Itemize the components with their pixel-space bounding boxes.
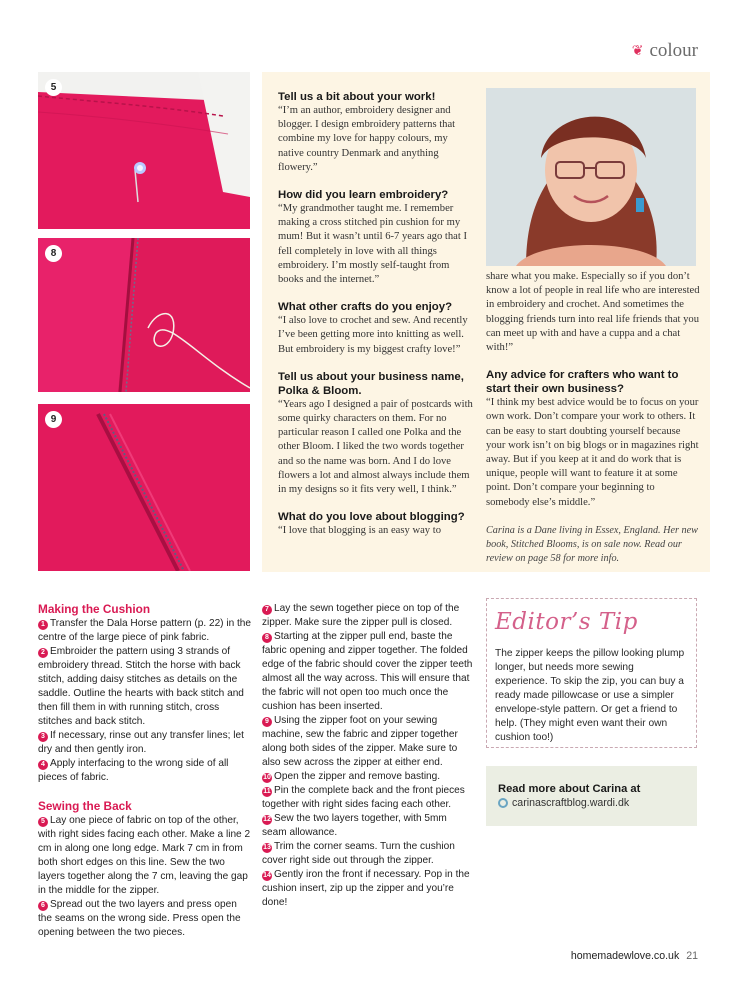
section-tag xyxy=(632,40,698,62)
step-text: Embroider the pattern using 3 strands of embroidery thread. Stitch the horse with back stitch, adding daisy stitches as details on the saddle. Outline the hearts with back stitch and then fill them in with running stitch, cross stitches and back stitch. xyxy=(38,646,244,727)
editors-tip-text: The zipper keeps the pillow looking plump longer, but needs more sewing experience. To skip the zip, you can buy a ready made pillowcase or use a simpler envelope-style pattern. Or get a friend to help. (They might even want their own cushion too!) xyxy=(495,648,685,743)
step-text: Trim the corner seams. Turn the cushion cover right side out through the zipper. xyxy=(262,841,455,866)
question-heading: What do you love about blogging? xyxy=(278,511,465,524)
step-item xyxy=(262,770,474,784)
step-item xyxy=(38,757,252,785)
step-text: Spread out the two layers and press open the seams on the wrong side. Press open the opening between the two pieces. xyxy=(38,899,241,938)
step-number: 14 xyxy=(263,872,271,879)
read-more-url[interactable]: carinascraftblog.wardi.dk xyxy=(512,797,630,809)
interview-column-right xyxy=(486,270,700,566)
globe-icon xyxy=(498,798,508,808)
step-text: Gently iron the front if necessary. Pop in the cushion insert, zip up the zipper and you’re done! xyxy=(262,869,470,908)
author-credit: Carina is a Dane living in Essex, England. Her new book, Stitched Blooms, is on sale now. Read our review on page 58 for more info. xyxy=(486,524,698,564)
step-item xyxy=(262,630,474,714)
step-photo-5 xyxy=(38,72,250,229)
step-item xyxy=(262,840,474,868)
interview-column-left xyxy=(278,90,476,538)
step-item xyxy=(38,645,252,729)
fabric-illustration-5 xyxy=(38,72,250,229)
step-photo-9 xyxy=(38,404,250,571)
question-heading: Any advice for crafters who want to start their own business? xyxy=(486,369,679,396)
step-text: If necessary, rinse out any transfer lines; let dry and then gently iron. xyxy=(38,730,244,755)
read-more-link[interactable] xyxy=(498,797,685,809)
instructions-column-1 xyxy=(38,602,252,940)
step-item xyxy=(38,814,252,898)
answer-text: “Years ago I designed a pair of postcards with some quirky characters on them. For no particular reason I called one Polka and the other Bloom. I liked the two words together and so the name was born. And I do love flowers a lot and almost always include them in my designs so it fits very well, I think.” xyxy=(278,398,473,496)
step-text: Transfer the Dala Horse pattern (p. 22) in the centre of the large piece of pink fabric. xyxy=(38,618,252,643)
read-more-box xyxy=(486,766,697,826)
step-number: 3 xyxy=(38,732,48,742)
editors-tip-title: Editor’s Tip xyxy=(495,609,638,635)
step-number: 5 xyxy=(38,817,48,827)
step-text: Apply interfacing to the wrong side of all pieces of fabric. xyxy=(38,758,229,783)
question-heading: What other crafts do you enjoy? xyxy=(278,301,453,314)
step-number: 11 xyxy=(263,788,271,795)
answer-text: “I think my best advice would be to focus on your own work. Don’t compare your work to others. It can be easy to start doubting yourself because your work isn’t on big blogs or in magazines right away. But if you keep at it and do work that is unique, people will want to feature it at some point. Don’t compare your beginning to somebody else’s middle.” xyxy=(486,397,699,508)
step-number: 8 xyxy=(262,633,272,643)
section-heading: Making the Cushion xyxy=(38,602,151,616)
page-number: 21 xyxy=(686,950,698,962)
answer-text: “My grandmother taught me. I remember making a cross stitched pin cushion for my mum! But it wasn’t until 6-7 years ago that I fell completely in love with all things embroidery. I’m mostly self-taught from books and the internet.” xyxy=(278,203,467,286)
step-item xyxy=(262,868,474,910)
step-item xyxy=(38,729,252,757)
portrait-photo xyxy=(486,88,696,266)
step-text: Starting at the zipper pull end, baste the fabric opening and zipper together. The folded edge of the fabric should cover the zipper teeth almost all the way across. This will ensure that the fabric will not open too much once the cushion has been inserted. xyxy=(262,631,473,712)
answer-text: “I’m an author, embroidery designer and blogger. I design embroidery patterns that combine my love for happy colours, my native country Denmark and anything flowery.” xyxy=(278,105,456,173)
answer-text: “I love that blogging is an easy way to xyxy=(278,525,441,537)
step-badge: 5 xyxy=(45,79,62,96)
answer-text: share what you make. Especially so if you don’t know a lot of people in real life who are interested in embroidery and crochet. And sometimes the blogging friends turn into real life friends that you can meet up with and have a cuppa and a chat with!” xyxy=(486,271,700,354)
question-heading: How did you learn embroidery? xyxy=(278,189,449,202)
step-photo-8 xyxy=(38,238,250,392)
step-number: 4 xyxy=(38,760,48,770)
question-heading: Tell us a bit about your work! xyxy=(278,91,436,103)
portrait-illustration xyxy=(486,88,696,266)
fabric-illustration-9 xyxy=(38,404,250,571)
section-heading: Sewing the Back xyxy=(38,799,132,813)
page-footer xyxy=(571,950,698,962)
step-number: 1 xyxy=(38,620,48,630)
step-item xyxy=(262,784,474,812)
fabric-illustration-8 xyxy=(38,238,250,392)
step-item xyxy=(262,812,474,840)
step-number: 13 xyxy=(263,844,271,851)
footer-site: homemadewlove.co.uk xyxy=(570,950,680,962)
step-text: Lay the sewn together piece on top of the zipper. Make sure the zipper pull is closed. xyxy=(262,603,460,628)
step-number: 12 xyxy=(263,816,271,823)
read-more-title: Read more about Carina at xyxy=(498,783,641,795)
step-item xyxy=(262,602,474,630)
step-number: 7 xyxy=(262,605,272,615)
step-text: Sew the two layers together, with 5mm seam allowance. xyxy=(262,813,447,838)
answer-text: “I also love to crochet and sew. And recently I’ve been getting more into knitting as well. But embroidery is my biggest crafty love!” xyxy=(278,315,468,355)
step-text: Lay one piece of fabric on top of the other, with right sides facing each other. Make a line 2 cm in along one long edge. Mark 7 cm in from both short edges on this line. Sew the two layers together along the 7 cm, leaving the gap in the middle for the zipper. xyxy=(38,815,251,896)
leaf-icon: ❦ xyxy=(631,43,644,59)
step-text: Using the zipper foot on your sewing machine, sew the fabric and zipper together along both sides of the zipper. Make sure to also sew across the zipper at either end. xyxy=(262,715,458,768)
instructions-column-2 xyxy=(262,602,474,910)
step-number: 10 xyxy=(263,774,271,781)
step-item xyxy=(262,714,474,770)
step-item xyxy=(38,898,252,940)
step-text: Open the zipper and remove basting. xyxy=(274,771,441,782)
editors-tip-box xyxy=(486,598,697,748)
step-number: 6 xyxy=(38,901,48,911)
section-label: colour xyxy=(649,40,698,61)
interview-box xyxy=(262,72,710,572)
step-badge: 8 xyxy=(45,245,62,262)
step-item xyxy=(38,617,252,645)
question-heading: Tell us about your business name, Polka & Bloom. xyxy=(278,370,464,397)
step-badge: 9 xyxy=(45,411,62,428)
step-text: Pin the complete back and the front pieces together with right sides facing each other. xyxy=(262,785,465,810)
step-number: 9 xyxy=(262,717,272,727)
step-number: 2 xyxy=(38,648,48,658)
